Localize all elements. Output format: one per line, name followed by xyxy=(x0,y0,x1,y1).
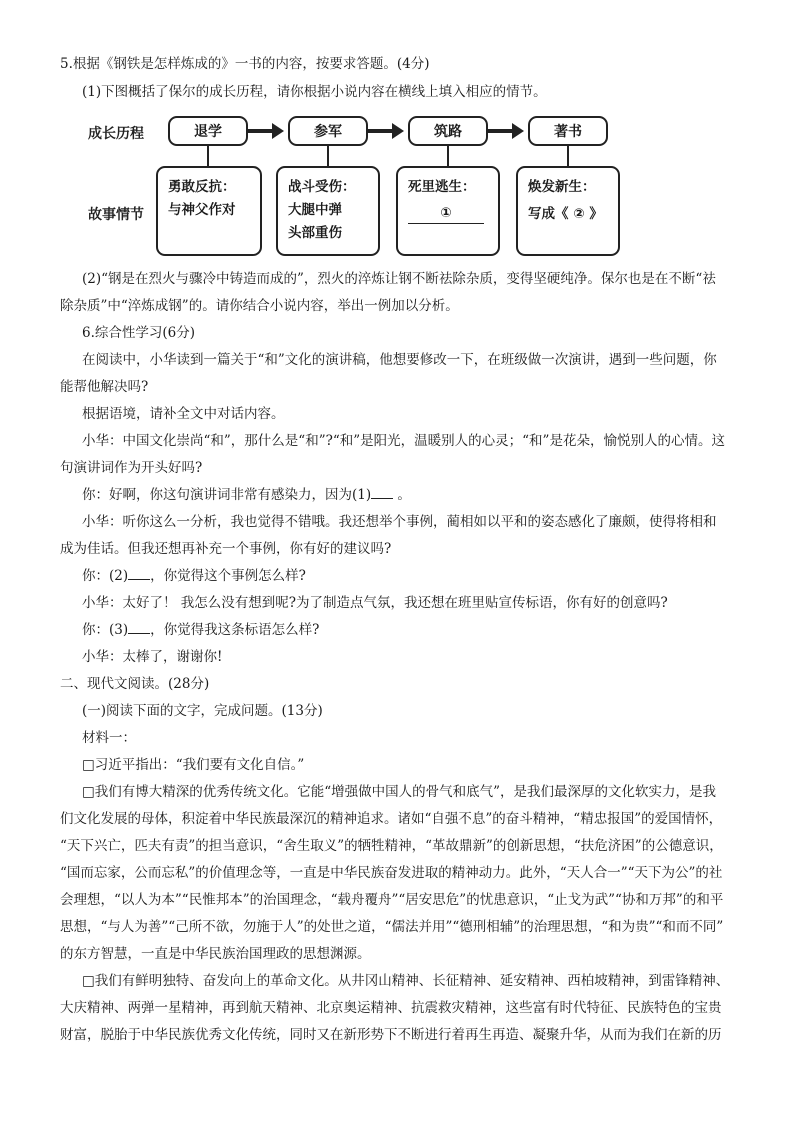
q6-d1-l1: 小华：中国文化崇尚“和”，那什么是“和”?“和”是阳光，温暖别人的心灵；“和”是花朵，愉悦别人的心情。这 xyxy=(82,433,725,449)
plot-box-1 xyxy=(156,166,262,256)
q5-sub2-l2: 除杂质”中“淬炼成钢”的。请你结合小说内容，举出一例加以分析。 xyxy=(60,298,459,314)
q6-d1-l2: 句演讲词作为开头好吗? xyxy=(60,460,203,476)
row-label-plot: 故事情节 xyxy=(88,207,144,223)
q5-title: 5.根据《钢铁是怎样炼成的》一书的内容，按要求答题。(4分) xyxy=(60,56,430,72)
q5-sub2-l1: (2)“钢是在烈火与骤冷中铸造而成的”，烈火的淬炼让钢不断祛除杂质，变得坚硬纯净。保尔也是在不断“祛 xyxy=(82,271,716,287)
material-label: 材料一： xyxy=(82,730,136,746)
q6-d6 xyxy=(82,621,744,639)
arrow-line-2 xyxy=(368,129,394,133)
arrow-head-3 xyxy=(512,123,524,139)
plot-2-line2: 大腿中弹 xyxy=(288,202,342,218)
plot-1-line2: 与神父作对 xyxy=(168,202,236,218)
q6-d4 xyxy=(82,567,744,585)
q6-d2-post: 。 xyxy=(393,487,411,503)
answer-blank-3[interactable] xyxy=(128,621,150,634)
blank-2[interactable]: 写成《 ② 》 xyxy=(528,206,603,222)
plot-1-line1: 勇敢反抗： xyxy=(168,179,236,195)
q6-d7: 小华：太棒了，谢谢你! xyxy=(82,649,223,665)
q6-instruction: 根据语境，请补全文中对话内容。 xyxy=(82,406,285,422)
p3-l3: 财富，脱胎于中华民族优秀文化传统，同时又在新形势下不断进行着再生再造、凝聚升华，从而为我们在新的历 xyxy=(60,1027,722,1043)
answer-blank-2[interactable] xyxy=(128,567,150,580)
stage-box-1: 退学 xyxy=(168,116,248,146)
answer-blank-1[interactable] xyxy=(371,486,393,499)
connector-1 xyxy=(207,146,209,166)
q6-d4-pre: 你：(2) xyxy=(82,568,129,584)
q5-sub1: (1)下图概括了保尔的成长历程，请你根据小说内容在横线上填入相应的情节。 xyxy=(82,84,547,100)
plot-box-4 xyxy=(516,166,620,256)
q6-d6-post: ，你觉得我这条标语怎么样? xyxy=(150,622,320,638)
q6-title: 6.综合性学习(6分) xyxy=(82,325,196,341)
p1: □习近平指出：“我们要有文化自信。” xyxy=(82,757,305,773)
part2-title: 二、现代文阅读。(28分) xyxy=(60,676,210,692)
q6-intro-l2: 能帮他解决吗? xyxy=(60,379,149,395)
connector-3 xyxy=(447,146,449,166)
p2-l4: “国而忘家，公而忘私”的价值理念等，一直是中华民族奋发进取的精神动力。此外，“天人合一”“天下为公”的社 xyxy=(60,865,723,881)
blank-1[interactable]: ① xyxy=(408,203,484,224)
stage-box-3: 筑路 xyxy=(408,116,488,146)
plot-4-line1: 焕发新生： xyxy=(528,179,596,195)
q6-intro-l1: 在阅读中，小华读到一篇关于“和”文化的演讲稿，他想要修改一下，在班级做一次演讲，遇到一些问题，你 xyxy=(82,352,717,368)
q6-d6-pre: 你：(3) xyxy=(82,622,129,638)
p2-l3: “天下兴亡，匹夫有责”的担当意识，“舍生取义”的牺牲精神，“革故鼎新”的创新思想，“扶危济困”的公德意识， xyxy=(60,838,723,854)
plot-2-line1: 战斗受伤： xyxy=(288,179,356,195)
connector-2 xyxy=(327,146,329,166)
stage-box-4: 著书 xyxy=(528,116,608,146)
q6-d2 xyxy=(82,486,744,504)
p3-l2: 大庆精神、两弹一星精神，再到航天精神、北京奥运精神、抗震救灾精神，这些富有时代特征、民族特色的宝贵 xyxy=(60,1000,722,1016)
p2-l5: 会理想，“以人为本”“民惟邦本”的治国理念，“载舟覆舟”“居安思危”的忧患意识，“止戈为武”“协和万邦”的和平 xyxy=(60,892,724,908)
plot-box-2 xyxy=(276,166,380,256)
plot-box-3 xyxy=(396,166,500,256)
growth-diagram xyxy=(82,110,632,260)
p2-l1: □我们有博大精深的优秀传统文化。它能“增强做中国人的骨气和底气”，是我们最深厚的文化软实力，是我 xyxy=(82,784,717,800)
p3-l1: □我们有鲜明独特、奋发向上的革命文化。从井冈山精神、长征精神、延安精神、西柏坡精神，到雷锋精神、 xyxy=(82,973,730,989)
q6-d3-l1: 小华：听你这么一分析，我也觉得不错哦。我还想举个事例，蔺相如以平和的姿态感化了廉颇，使得将相和 xyxy=(82,514,717,530)
row-label-growth: 成长历程 xyxy=(88,126,144,142)
q6-d3-l2: 成为佳话。但我还想再补充一个事例，你有好的建议吗? xyxy=(60,541,392,557)
p2-l7: 的东方智慧，一直是中华民族治国理政的思想渊源。 xyxy=(60,946,371,962)
stage-box-2: 参军 xyxy=(288,116,368,146)
q6-d4-post: ，你觉得这个事例怎么样? xyxy=(150,568,306,584)
q6-d5: 小华：太好了！ 我怎么没有想到呢?为了制造点气氛，我还想在班里贴宣传标语，你有好的创意吗? xyxy=(82,595,668,611)
arrow-line-3 xyxy=(488,129,514,133)
p2-l2: 们文化发展的母体，积淀着中华民族最深沉的精神追求。诸如“自强不息”的奋斗精神，“精忠报国”的爱国情怀， xyxy=(60,811,723,827)
plot-3-line1: 死里逃生： xyxy=(408,179,476,195)
arrow-head-1 xyxy=(272,123,284,139)
connector-4 xyxy=(567,146,569,166)
plot-2-line3: 头部重伤 xyxy=(288,225,342,241)
arrow-head-2 xyxy=(392,123,404,139)
p2-l6: 思想，“与人为善”“己所不欲，勿施于人”的处世之道，“儒法并用”“德刑相辅”的治理思想，“和为贵”“和而不同” xyxy=(60,919,724,935)
part2-sub1: (一)阅读下面的文字，完成问题。(13分) xyxy=(82,703,323,719)
arrow-line-1 xyxy=(248,129,274,133)
q6-d2-pre: 你：好啊，你这句演讲词非常有感染力，因为(1) xyxy=(82,487,372,503)
